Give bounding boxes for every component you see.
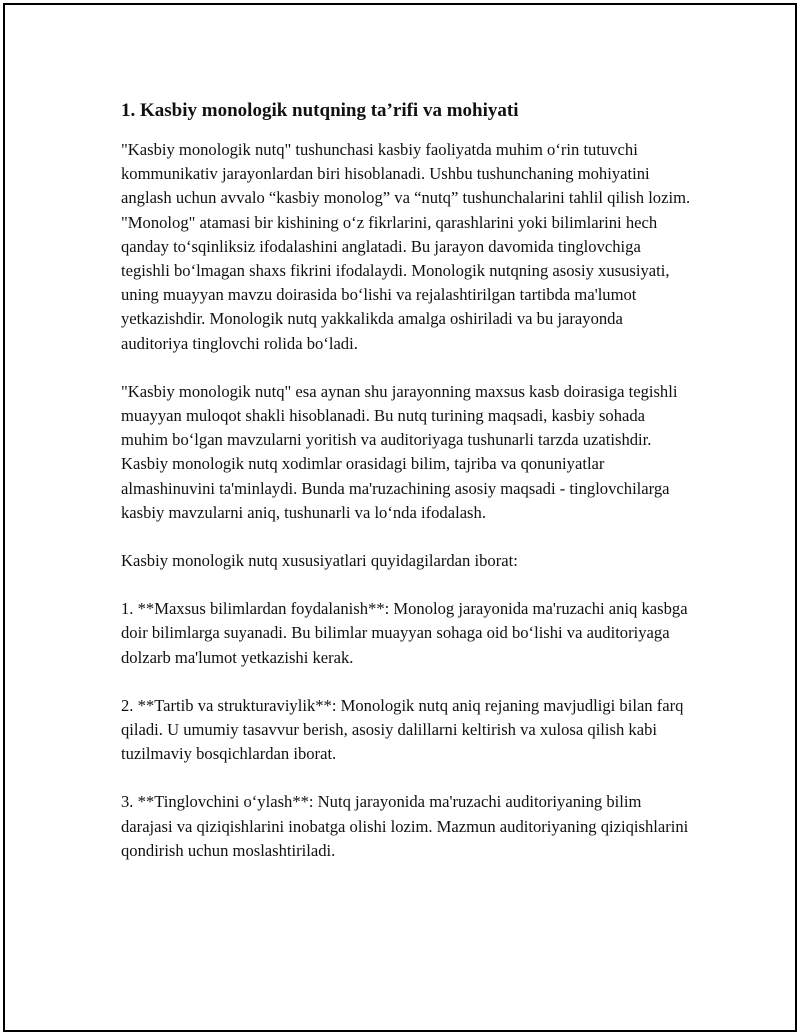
paragraph-features-intro: Kasbiy monologik nutq xususiyatlari quyidagilardan iborat:: [121, 551, 518, 571]
paragraph-professional-monologue: "Kasbiy monologik nutq" esa aynan shu jarayonning maxsus kasb doirasiga tegishli muayyan muloqot shakli hisoblanadi. Bu nutq turining maqsadi, kasbiy sohada muhim bo‘lgan mavzularni yoritish va auditoriyaga tushunarli tarzda uzatishdir. Kasbiy monologik nutq xodimlar orasidagi bilim, tajriba va qonuniyatlar almashinuvini ta'minlaydi. Bunda ma'ruzachining asosiy maqsadi - tinglovchilarga kasbiy mavzularni aniq, tushunarli va lo‘nda ifodalash.: [121, 381, 678, 522]
list-item-audience: 3. **Tinglovchini o‘ylash**: Nutq jarayonida ma'ruzachi auditoriyaning bilim darajasi va qiziqishlarini inobatga olishi lozim. Mazmun auditoriyaning qiziqishlarini qondirish uchun moslashtiriladi.: [121, 792, 689, 860]
list-item-special-knowledge: 1. **Maxsus bilimlardan foydalanish**: Monolog jarayonida ma'ruzachi aniq kasbga doir bilimlarga suyanadi. Bu bilimlar muayyan sohaga oid bo‘lishi va auditoriyaga dolzarb ma'lumot yetkazishi kerak.: [121, 599, 688, 667]
section-title: 1. Kasbiy monologik nutqning ta’rifi va mohiyati: [121, 100, 519, 121]
document-body: [121, 98, 691, 863]
page-frame: [3, 3, 797, 1032]
paragraph-definition: "Kasbiy monologik nutq" tushunchasi kasbiy faoliyatda muhim o‘rin tutuvchi kommunikativ jarayonlardan biri hisoblanadi. Ushbu tushunchaning mohiyatini anglash uchun avvalo “kasbiy monolog” va “nutq” tushunchalarini tahlil qilish lozim. "Monolog" atamasi bir kishining o‘z fikrlarini, qarashlarini yoki bilimlarini hech qanday to‘sqinliksiz ifodalashini anglatadi. Bu jarayon davomida tinglovchiga tegishli bo‘lmagan shaxs fikrini ifodalaydi. Monologik nutqning asosiy xususiyati, uning muayyan mavzu doirasida bo‘lishi va rejalashtirilgan tartibda ma'lumot yetkazishdir. Monologik nutq yakkalikda amalga oshiriladi va bu jarayonda auditoriya tinglovchi rolida bo‘ladi.: [121, 140, 691, 353]
list-item-structure: 2. **Tartib va strukturaviylik**: Monologik nutq aniq rejaning mavjudligi bilan farq qiladi. U umumiy tasavvur berish, asosiy dalillarni keltirish va xulosa qilish kabi tuzilmaviy bosqichlardan iborat.: [121, 695, 684, 764]
